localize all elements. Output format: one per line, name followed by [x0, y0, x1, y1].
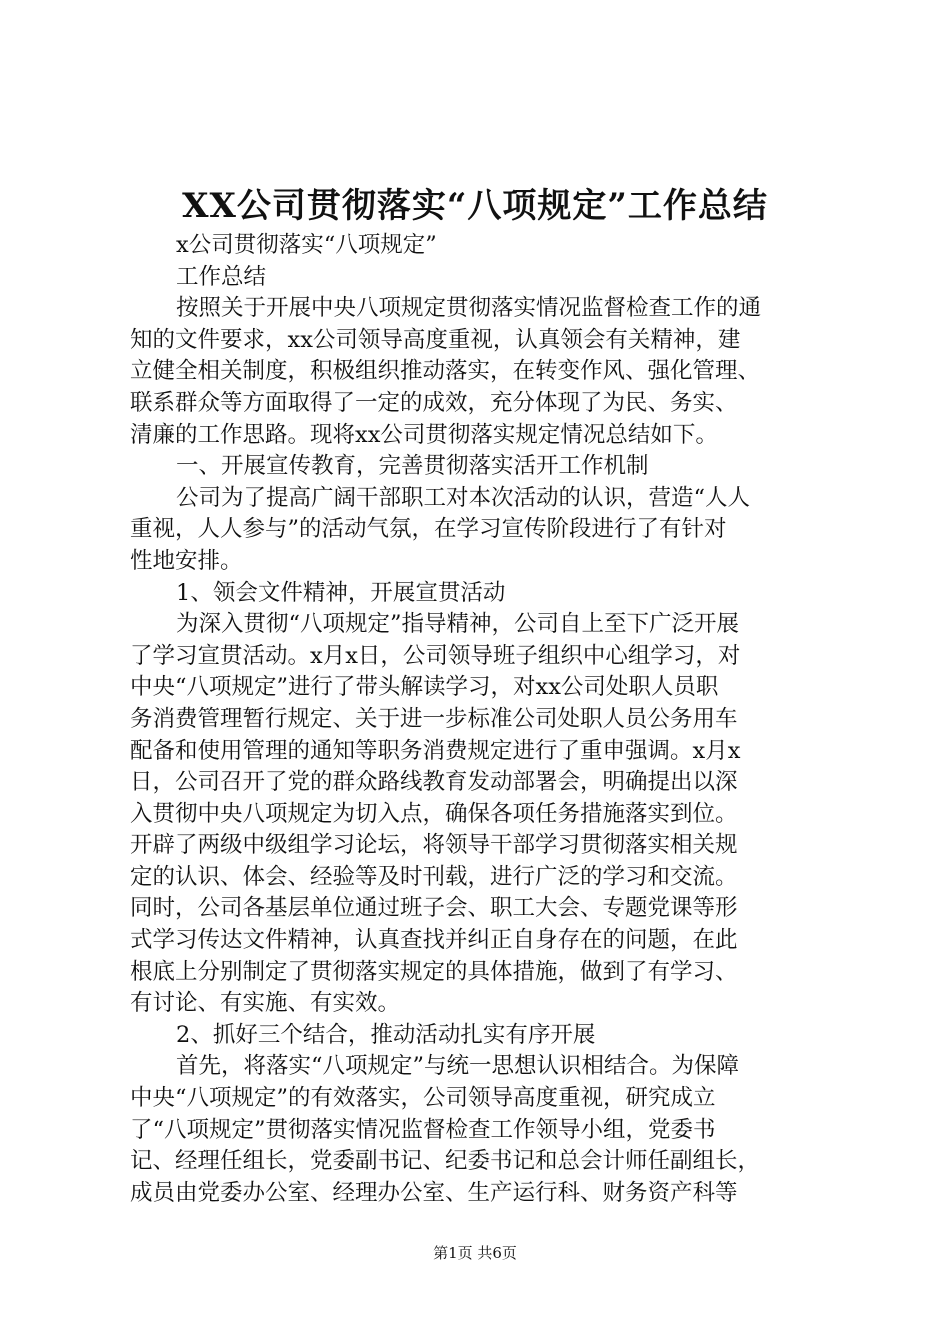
body-line: 一、开展宣传教育，完善贯彻落实活开工作机制: [176, 453, 649, 480]
body-line: 性地安排。: [130, 547, 243, 574]
document-title: XX公司贯彻落实“八项规定”工作总结: [182, 186, 768, 226]
body-line: x公司贯彻落实“八项规定”: [176, 232, 437, 258]
body-line: 同时，公司各基层单位通过班子会、职工大会、专题党课等形: [130, 895, 738, 922]
body-line: 首先，将落实“八项规定”与统一思想认识相结合。为保障: [176, 1053, 740, 1080]
body-line: 清廉的工作思路。现将xx公司贯彻落实规定情况总结如下。: [130, 421, 718, 448]
body-line: 务消费管理暂行规定、关于进一步标准公司处职人员公务用车: [130, 705, 738, 732]
body-line: 成员由党委办公室、经理办公室、生产运行科、财务资产科等: [130, 1179, 738, 1206]
body-line: 工作总结: [176, 263, 267, 290]
body-line: 根底上分别制定了贯彻落实规定的具体措施，做到了有学习、: [130, 958, 738, 985]
body-line: 式学习传达文件精神，认真查找并纠正自身存在的问题，在此: [130, 927, 738, 954]
body-line: 为深入贯彻“八项规定”指导精神，公司自上至下广泛开展: [176, 611, 740, 638]
body-line: 开辟了两级中级组学习论坛，将领导干部学习贯彻落实相关规: [130, 832, 738, 859]
body-line: 公司为了提高广阔干部职工对本次活动的认识，营造“人人: [176, 484, 751, 511]
body-line: 2、抓好三个结合，推动活动扎实有序开展: [176, 1021, 596, 1048]
body-line: 中央“八项规定”的有效落实，公司领导高度重视，研究成立: [130, 1085, 716, 1112]
document-body: [130, 230, 830, 1209]
body-line: 有讨论、有实施、有实效。: [130, 990, 401, 1017]
body-line: 中央“八项规定”进行了带头解读学习，对xx公司处职人员职: [130, 674, 719, 701]
page-footer: 第1页 共6页: [433, 1244, 517, 1262]
body-line: 了“八项规定”贯彻落实情况监督检查工作领导小组，党委书: [130, 1116, 716, 1143]
body-line: 入贯彻中央八项规定为切入点，确保各项任务措施落实到位。: [130, 800, 738, 827]
body-line: 重视，人人参与”的活动气氛，在学习宣传阶段进行了有针对: [130, 516, 727, 543]
body-line: 记、经理任组长，党委副书记、纪委书记和总会计师任副组长，: [130, 1148, 761, 1175]
body-line: 联系群众等方面取得了一定的成效，充分体现了为民、务实、: [130, 389, 738, 416]
body-line: 配备和使用管理的通知等职务消费规定进行了重申强调。x月x: [130, 737, 741, 764]
body-line: 按照关于开展中央八项规定贯彻落实情况监督检查工作的通: [176, 295, 762, 322]
body-line: 了学习宣贯活动。x月x日，公司领导班子组织中心组学习，对: [130, 642, 741, 669]
body-line: 立健全相关制度，积极组织推动落实，在转变作风、强化管理、: [130, 358, 761, 385]
body-line: 知的文件要求，xx公司领导高度重视，认真领会有关精神，建: [130, 326, 741, 353]
body-line: 日，公司召开了党的群众路线教育发动部署会，明确提出以深: [130, 769, 738, 796]
body-line: 1、领会文件精神，开展宣贯活动: [176, 579, 506, 606]
body-line: 定的认识、体会、经验等及时刊载，进行广泛的学习和交流。: [130, 863, 738, 890]
